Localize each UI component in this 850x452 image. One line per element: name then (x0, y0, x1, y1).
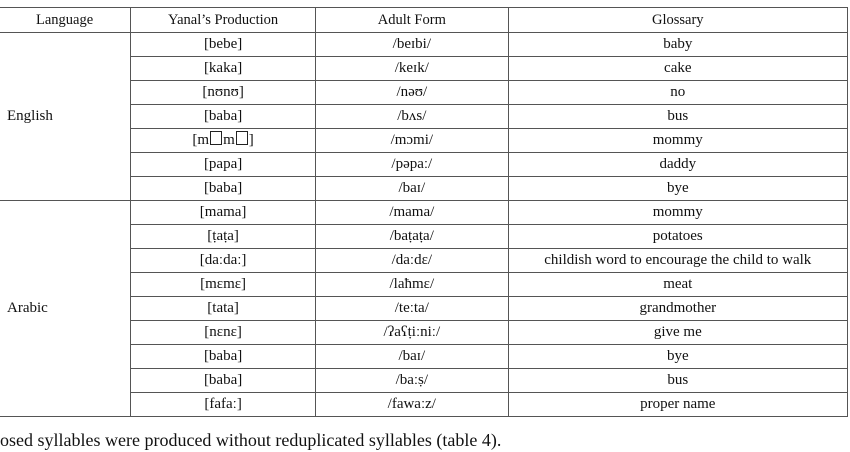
header-row (0, 8, 848, 33)
production-cell: [baba] (131, 369, 316, 393)
production-cell: [nʊnʊ] (131, 81, 316, 105)
adult-form-cell: /nəʊ/ (316, 81, 508, 105)
adult-form-cell: /baɪ/ (316, 177, 508, 201)
production-cell: [baba] (131, 177, 316, 201)
production-cell: [mama] (131, 201, 316, 225)
glossary-cell: potatoes (508, 225, 847, 249)
header-glossary: Glossary (508, 8, 847, 33)
production-cell: [mɛmɛ] (131, 273, 316, 297)
production-cell: [nɛnɛ] (131, 321, 316, 345)
glossary-cell: daddy (508, 153, 847, 177)
glossary-cell: bye (508, 345, 847, 369)
glossary-cell: no (508, 81, 847, 105)
production-cell: [m m ] (131, 129, 316, 153)
glossary-cell: mommy (508, 201, 847, 225)
production-cell: [papa] (131, 153, 316, 177)
table-body (0, 33, 848, 417)
adult-form-cell: /daːdɛ/ (316, 249, 508, 273)
glossary-cell: bus (508, 369, 847, 393)
missing-glyph-box (236, 131, 248, 145)
adult-form-cell: /fawaːz/ (316, 393, 508, 417)
production-cell: [baba] (131, 105, 316, 129)
glossary-cell: grandmother (508, 297, 847, 321)
glossary-cell: baby (508, 33, 847, 57)
adult-form-cell: /mama/ (316, 201, 508, 225)
header-language: Language (0, 8, 131, 33)
language-cell: English (0, 33, 131, 201)
glossary-cell: proper name (508, 393, 847, 417)
glossary-cell: bus (508, 105, 847, 129)
adult-form-cell: /bʌs/ (316, 105, 508, 129)
adult-form-cell: /baṭaṭa/ (316, 225, 508, 249)
adult-form-cell: /teːta/ (316, 297, 508, 321)
adult-form-cell: /mɔmi/ (316, 129, 508, 153)
production-cell: [kaka] (131, 57, 316, 81)
adult-form-cell: /beɪbi/ (316, 33, 508, 57)
glossary-cell: bye (508, 177, 847, 201)
adult-form-cell: /ʔaʕṭiːniː/ (316, 321, 508, 345)
glossary-cell: give me (508, 321, 847, 345)
header-adult-form: Adult Form (316, 8, 508, 33)
header-production: Yanal’s Production (131, 8, 316, 33)
table-row (0, 33, 848, 57)
production-cell: [baba] (131, 345, 316, 369)
glossary-cell: meat (508, 273, 847, 297)
adult-form-cell: /pəpaː/ (316, 153, 508, 177)
glossary-cell: mommy (508, 129, 847, 153)
word-table (0, 7, 848, 417)
adult-form-cell: /laħmɛ/ (316, 273, 508, 297)
production-cell: [tata] (131, 297, 316, 321)
adult-form-cell: /keɪk/ (316, 57, 508, 81)
production-cell: [ṭaṭa] (131, 225, 316, 249)
table-row (0, 201, 848, 225)
production-cell: [daːdaː] (131, 249, 316, 273)
glossary-cell: childish word to encourage the child to walk (508, 249, 847, 273)
production-cell: [fafaː] (131, 393, 316, 417)
production-cell: [bebe] (131, 33, 316, 57)
adult-form-cell: /baɪ/ (316, 345, 508, 369)
missing-glyph-box (210, 131, 222, 145)
language-cell: Arabic (0, 201, 131, 417)
body-text-line: osed syllables were produced without reduplicated syllables (table 4). (0, 430, 502, 450)
glossary-cell: cake (508, 57, 847, 81)
adult-form-cell: /baːṣ/ (316, 369, 508, 393)
